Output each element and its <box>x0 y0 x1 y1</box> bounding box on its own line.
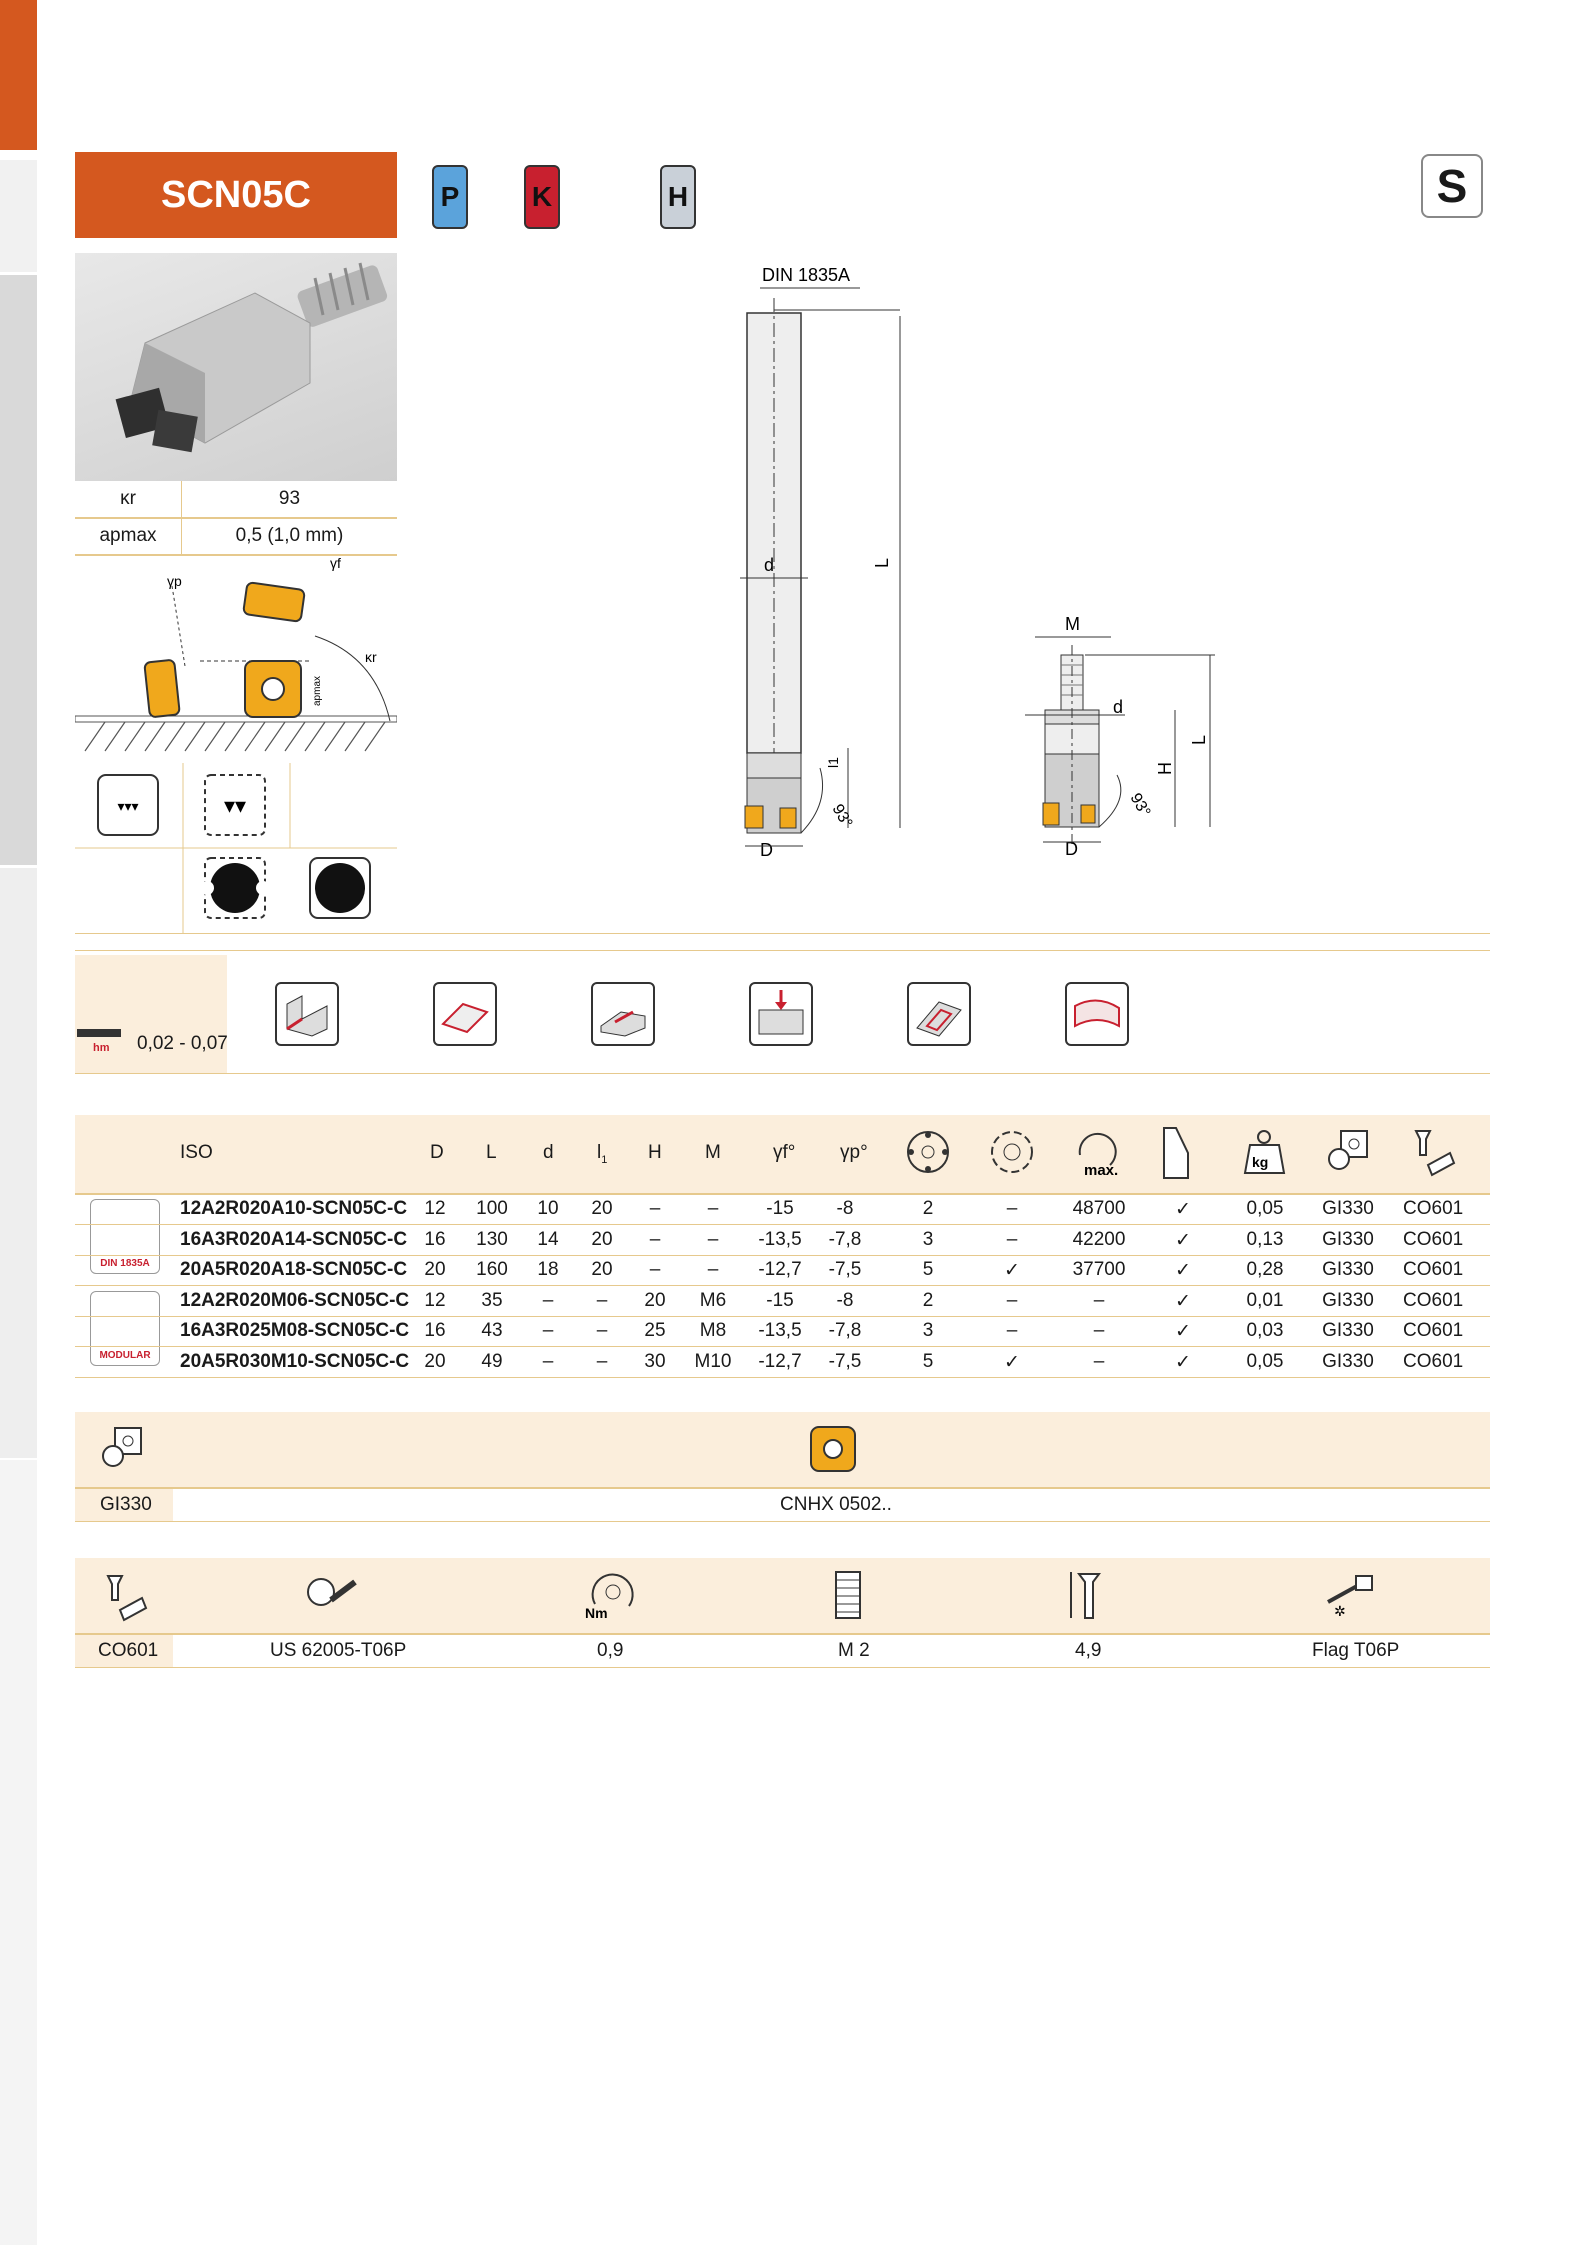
table-cell: -12,7 <box>758 1350 802 1372</box>
table-cell: CO601 <box>1403 1259 1464 1280</box>
table-cell: – <box>1093 1350 1105 1372</box>
flag-key-icon <box>1320 1570 1380 1625</box>
modular-angle-label: 93° <box>1126 790 1154 820</box>
table-cell: ✓ <box>1175 1229 1191 1251</box>
table-cell: ✓ <box>1175 1321 1191 1342</box>
svg-text:Nm: Nm <box>585 1605 608 1621</box>
table-cell: – <box>707 1198 719 1219</box>
table-cell: 16 <box>424 1320 446 1341</box>
kappa-label: κr <box>75 481 182 517</box>
table-cell: – <box>707 1259 719 1280</box>
material-badge-k: K <box>524 165 560 229</box>
material-badge-p: P <box>432 165 468 229</box>
table-cell: -7,8 <box>828 1320 862 1341</box>
coolant-icon <box>987 1127 1037 1182</box>
modular-group-icon: MODULAR <box>90 1291 160 1366</box>
teeth-count-icon <box>903 1127 953 1182</box>
table-cell: – <box>596 1320 608 1341</box>
table-cell: -15 <box>766 1289 794 1311</box>
slot-milling-icon <box>591 982 655 1046</box>
table-cell: 30 <box>644 1350 666 1372</box>
table-cell: 16 <box>424 1228 446 1250</box>
ap-row <box>75 518 397 556</box>
d-label: d <box>764 555 775 575</box>
iso-code-cell: 20A5R020A18-SCN05C-C <box>180 1259 408 1280</box>
table-cell: ✓ <box>1175 1351 1191 1373</box>
table-cell: CO601 <box>1403 1320 1464 1341</box>
col-M: M <box>705 1142 721 1163</box>
col-gamma-p: γp° <box>840 1142 868 1163</box>
table-cell: ✓ <box>1004 1351 1020 1373</box>
table-cell: -8 <box>836 1289 854 1311</box>
col-D: D <box>430 1142 444 1163</box>
table-cell: 3 <box>922 1320 934 1341</box>
table-cell: – <box>542 1320 554 1341</box>
table-row <box>75 1316 1490 1347</box>
svg-text:kg: kg <box>1252 1154 1269 1170</box>
table-row <box>75 1225 1490 1256</box>
max-rpm-icon <box>1070 1125 1125 1185</box>
length-label: L <box>872 557 892 568</box>
table-cell: 10 <box>537 1198 559 1219</box>
table-cell: – <box>1006 1320 1018 1341</box>
insert-shape-grid <box>75 763 397 933</box>
insert-table-header <box>75 1412 1490 1489</box>
ap-value: 0,5 (1,0 mm) <box>235 525 344 546</box>
table-cell: 0,03 <box>1246 1320 1284 1341</box>
din-tool-drawing <box>700 258 920 868</box>
table-cell: CO601 <box>1403 1289 1464 1311</box>
weight-icon <box>1242 1127 1287 1182</box>
side-tab-accent <box>0 0 37 150</box>
D-label: D <box>760 840 773 860</box>
table-cell: 2 <box>922 1289 934 1311</box>
svg-text:apmax: apmax <box>312 675 323 706</box>
table-cell: 12 <box>424 1289 446 1311</box>
svg-text:▾▾▾: ▾▾▾ <box>117 798 139 814</box>
table-cell: ✓ <box>1175 1260 1191 1281</box>
iso-code-cell: 16A3R025M08-SCN05C-C <box>180 1320 410 1341</box>
table-cell: 18 <box>537 1259 559 1280</box>
table-cell: 0,01 <box>1246 1289 1284 1311</box>
angle-label: 93° <box>828 801 856 831</box>
table-cell: -15 <box>766 1198 794 1219</box>
screw-length: 4,9 <box>1075 1640 1102 1661</box>
col-d: d <box>543 1142 554 1163</box>
side-tab <box>0 1460 37 2245</box>
table-cell: 25 <box>644 1320 666 1341</box>
feed-range: 0,02 - 0,07 <box>137 1033 228 1054</box>
H-label: H <box>1155 762 1175 775</box>
table-cell: 20 <box>591 1259 613 1280</box>
iso-code-cell: 12A2R020A10-SCN05C-C <box>180 1198 408 1219</box>
table-cell: GI330 <box>1322 1320 1374 1341</box>
table-cell: 0,05 <box>1246 1350 1284 1372</box>
table-cell: 43 <box>481 1320 503 1341</box>
table-cell: – <box>1006 1198 1018 1219</box>
table-cell: – <box>649 1228 661 1250</box>
material-badge-h: H <box>660 165 696 229</box>
plunge-milling-icon <box>749 982 813 1046</box>
iso-code-cell: 16A3R020A14-SCN05C-C <box>180 1228 408 1250</box>
insert-icon <box>1323 1127 1373 1182</box>
table-cell: 20 <box>644 1289 666 1311</box>
table-cell: -13,5 <box>758 1228 802 1250</box>
table-cell: 20 <box>591 1228 613 1250</box>
table-cell: 3 <box>922 1228 934 1250</box>
table-header <box>75 1115 1490 1195</box>
insert-designation: CNHX 0502.. <box>780 1494 892 1515</box>
table-cell: 20 <box>424 1350 446 1372</box>
divider <box>75 950 1490 951</box>
table-cell: – <box>1093 1289 1105 1311</box>
M-label: M <box>1065 614 1080 634</box>
divider <box>75 1073 1490 1074</box>
table-cell: 5 <box>922 1259 934 1280</box>
table-cell: -7,5 <box>828 1350 862 1372</box>
table-cell: 0,05 <box>1246 1198 1284 1219</box>
modular-L-label: L <box>1189 734 1209 745</box>
divider <box>75 933 1490 934</box>
page-title: SCN05C <box>75 152 397 238</box>
table-cell: -7,5 <box>828 1259 862 1280</box>
table-cell: GI330 <box>1322 1259 1374 1280</box>
feed-panel <box>75 955 227 1073</box>
modular-d-label: d <box>1113 697 1124 717</box>
profile-milling-icon <box>1065 982 1129 1046</box>
table-cell: ✓ <box>1175 1290 1191 1312</box>
screw-thread: M 2 <box>838 1640 870 1661</box>
table-cell: CO601 <box>1403 1228 1464 1250</box>
insert-holder-code: GI330 <box>100 1494 152 1515</box>
screw-table-header <box>75 1558 1490 1635</box>
face-milling-icon <box>433 982 497 1046</box>
svg-text:γf: γf <box>330 556 341 571</box>
section-badge: S <box>1421 154 1483 218</box>
key-designation: Flag T06P <box>1312 1640 1400 1661</box>
table-cell: 12 <box>424 1198 446 1219</box>
kappa-value: 93 <box>278 488 301 509</box>
table-cell: – <box>542 1289 554 1311</box>
table-cell: 0,28 <box>1246 1259 1284 1280</box>
svg-text:✲: ✲ <box>1334 1603 1346 1619</box>
table-row <box>75 1194 1490 1225</box>
col-iso: ISO <box>180 1142 213 1163</box>
side-tab <box>0 160 37 272</box>
hm-icon <box>75 1025 127 1053</box>
table-cell: 20 <box>424 1259 446 1280</box>
table-cell: 35 <box>481 1289 503 1311</box>
table-cell: -8 <box>836 1198 854 1219</box>
table-cell: – <box>1093 1320 1105 1341</box>
ramping-icon <box>1158 1123 1198 1188</box>
torx-screw-icon <box>303 1570 363 1625</box>
thread-icon <box>830 1568 866 1628</box>
table-cell: – <box>649 1198 661 1219</box>
insert-geometry-diagram <box>75 556 397 756</box>
hm-symbol: hm <box>93 1042 110 1053</box>
modular-tool-drawing <box>1025 605 1225 870</box>
table-cell: 37700 <box>1072 1259 1126 1280</box>
kappa-row <box>75 481 397 519</box>
table-row <box>75 1286 1490 1317</box>
screw-row <box>75 1635 1490 1668</box>
table-cell: ✓ <box>1175 1199 1191 1220</box>
table-cell: 160 <box>476 1259 508 1280</box>
table-cell: – <box>1006 1289 1018 1311</box>
table-cell: – <box>649 1259 661 1280</box>
screw-torque: 0,9 <box>597 1640 624 1661</box>
table-cell: 49 <box>481 1350 503 1372</box>
table-cell: – <box>596 1289 608 1311</box>
side-tab <box>0 868 37 1458</box>
table-cell: M10 <box>694 1350 732 1372</box>
cnhx-insert-icon <box>808 1424 858 1479</box>
svg-text:κr: κr <box>365 649 377 665</box>
table-cell: – <box>596 1350 608 1372</box>
table-row <box>75 1347 1490 1378</box>
table-cell: 5 <box>922 1350 934 1372</box>
table-cell: CO601 <box>1403 1350 1464 1372</box>
table-cell: GI330 <box>1322 1228 1374 1250</box>
screw-icon <box>1408 1125 1458 1185</box>
side-tab <box>0 275 37 865</box>
table-cell: -12,7 <box>758 1259 802 1280</box>
screw-code: CO601 <box>98 1640 159 1661</box>
table-cell: CO601 <box>1403 1198 1464 1219</box>
product-photo <box>75 253 397 481</box>
screw-icon <box>100 1570 150 1630</box>
table-cell: -7,8 <box>828 1228 862 1250</box>
table-cell: 20 <box>591 1198 613 1219</box>
iso-code-cell: 12A2R020M06-SCN05C-C <box>180 1289 410 1311</box>
din-label: DIN 1835A <box>762 265 851 285</box>
svg-text:max.: max. <box>1084 1162 1119 1179</box>
shoulder-milling-icon <box>275 982 339 1046</box>
table-cell: 2 <box>922 1198 934 1219</box>
table-cell: 100 <box>476 1198 508 1219</box>
col-l1: $l_1$ <box>597 1142 608 1166</box>
table-cell: M8 <box>699 1320 727 1341</box>
col-L: L <box>486 1142 497 1163</box>
ap-label: apmax <box>75 518 182 554</box>
table-row <box>75 1255 1490 1286</box>
table-cell: GI330 <box>1322 1289 1374 1311</box>
modular-D-label: D <box>1065 839 1078 859</box>
col-gamma-f: γf° <box>773 1142 796 1163</box>
insert-icon <box>97 1424 147 1479</box>
table-cell: 48700 <box>1072 1198 1126 1219</box>
iso-code-cell: 20A5R030M10-SCN05C-C <box>180 1350 410 1372</box>
table-cell: – <box>542 1350 554 1372</box>
table-cell: GI330 <box>1322 1350 1374 1372</box>
din-1835a-group-icon: DIN 1835A <box>90 1199 160 1274</box>
l1-label: l1 <box>825 757 841 768</box>
table-cell: – <box>1006 1228 1018 1250</box>
table-cell: GI330 <box>1322 1198 1374 1219</box>
table-cell: – <box>707 1228 719 1250</box>
table-cell: M6 <box>699 1289 727 1311</box>
col-H: H <box>648 1142 662 1163</box>
svg-text:γp: γp <box>167 573 182 589</box>
table-cell: 130 <box>476 1228 508 1250</box>
torque-icon <box>583 1568 643 1628</box>
table-cell: 42200 <box>1072 1228 1126 1250</box>
pocket-milling-icon <box>907 982 971 1046</box>
table-cell: -13,5 <box>758 1320 802 1341</box>
svg-text:▾▾: ▾▾ <box>223 793 247 818</box>
table-cell: 14 <box>537 1228 559 1250</box>
insert-row <box>75 1489 1490 1522</box>
table-cell: ✓ <box>1004 1260 1020 1281</box>
table-cell: 0,13 <box>1246 1228 1284 1250</box>
screw-length-icon <box>1065 1568 1105 1628</box>
screw-designation: US 62005-T06P <box>270 1640 407 1661</box>
